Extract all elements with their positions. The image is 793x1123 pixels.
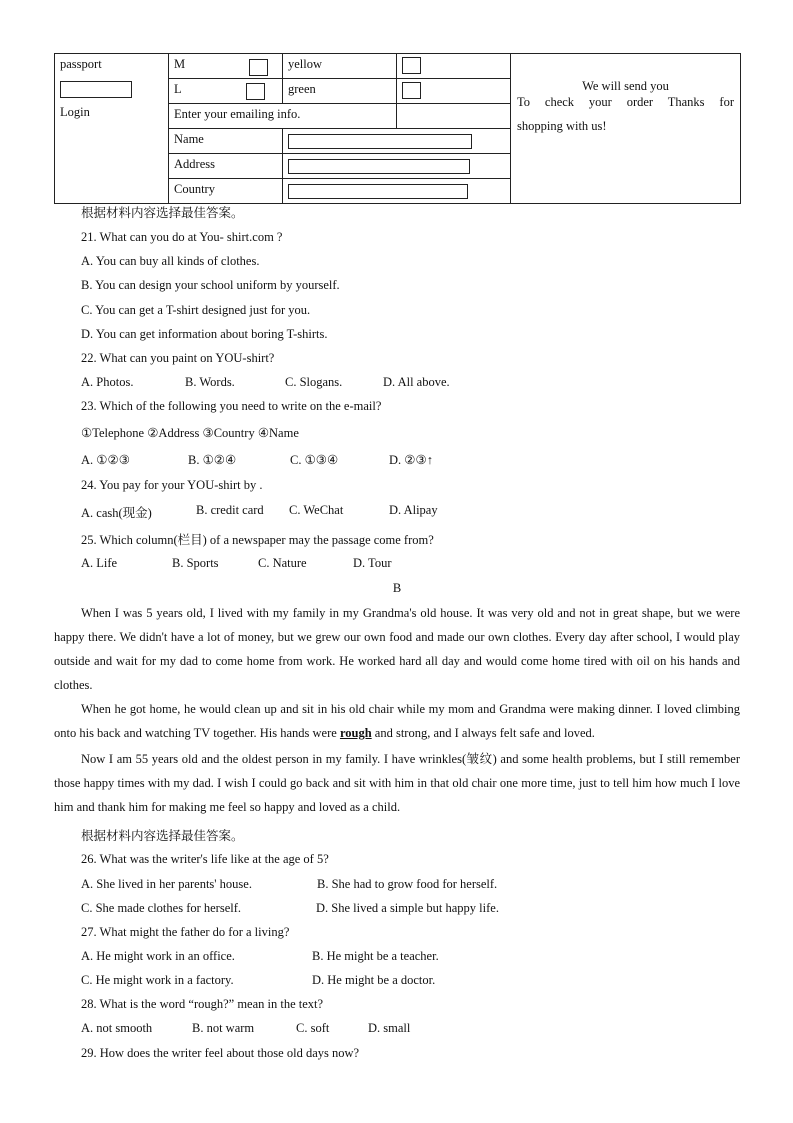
q28-option-a[interactable]: A. not smooth (81, 1021, 153, 1035)
color-yellow-label: yellow (288, 57, 323, 71)
q22-stem: 22. What can you paint on YOU-shirt? (81, 351, 275, 365)
color-green-check-cell (397, 79, 511, 104)
size-l-label: L (174, 82, 182, 96)
passage-paragraph-3: Now I am 55 years old and the oldest person in my family. I have wrinkles(皱纹) and some health problems, but I still remember those happy times with my dad. I wish I could go back and sit with him in that old chair one more time, just to tell him how much I love him and thank him for making me feel so happy and loved as a child. (54, 752, 740, 814)
q22-option-c[interactable]: C. Slogans. (285, 375, 343, 389)
email-prompt-cell (169, 104, 397, 129)
q25-option-c[interactable]: C. Nature (258, 556, 307, 570)
q21-option-a[interactable]: A. You can buy all kinds of clothes. (81, 254, 260, 268)
q25-option-b[interactable]: B. Sports (172, 556, 219, 570)
message-line-1: We will send you (582, 79, 669, 93)
q25-option-a[interactable]: A. Life (81, 556, 118, 570)
q27-option-b[interactable]: B. He might be a teacher. (312, 949, 439, 963)
q26-option-d[interactable]: D. She lived a simple but happy life. (316, 901, 499, 915)
country-input[interactable] (288, 184, 468, 199)
color-green-checkbox[interactable] (402, 82, 421, 99)
size-m-checkbox[interactable] (249, 59, 268, 76)
q26-stem: 26. What was the writer's life like at the age of 5? (81, 852, 329, 866)
q23-option-c[interactable]: C. ①③④ (290, 453, 339, 467)
color-green-label: green (288, 82, 316, 96)
passport-cell (55, 54, 169, 204)
q23-option-b[interactable]: B. ①②④ (188, 453, 237, 467)
q22-option-d[interactable]: D. All above. (383, 375, 450, 389)
instruction-a: 根据材料内容选择最佳答案。 (81, 206, 244, 220)
color-yellow-checkbox[interactable] (402, 57, 421, 74)
name-label-cell (169, 129, 283, 154)
email-empty-cell (397, 104, 511, 129)
country-input-cell (283, 179, 511, 204)
section-b-title: B (392, 581, 402, 595)
q24-option-a[interactable]: A. cash(现金) (81, 506, 152, 520)
message-line-3: shopping with us! (517, 119, 607, 133)
message-line-2: To check your order Thanks for (517, 95, 734, 109)
size-l-checkbox[interactable] (246, 83, 265, 100)
passage-paragraph-2 (54, 697, 740, 745)
address-input-cell (283, 154, 511, 179)
login-label[interactable]: Login (60, 105, 90, 119)
q26-option-a[interactable]: A. She lived in her parents' house. (81, 877, 252, 891)
country-label: Country (174, 182, 215, 196)
word-rough: rough (339, 726, 372, 740)
q23-stem: 23. Which of the following you need to write on the e-mail? (81, 399, 382, 413)
q27-stem: 27. What might the father do for a living? (81, 925, 290, 939)
q28-option-c[interactable]: C. soft (296, 1021, 330, 1035)
size-l-cell (169, 79, 283, 104)
color-yellow-cell (283, 54, 397, 79)
q21-stem: 21. What can you do at You- shirt.com ? (81, 230, 283, 244)
q23-option-a[interactable]: A. ①②③ (81, 453, 130, 467)
q28-option-d[interactable]: D. small (368, 1021, 411, 1035)
color-green-cell (283, 79, 397, 104)
passport-input[interactable] (60, 81, 132, 98)
q27-option-d[interactable]: D. He might be a doctor. (312, 973, 436, 987)
order-form-table (54, 53, 741, 204)
q29-stem: 29. How does the writer feel about those old days now? (81, 1046, 360, 1060)
passage-paragraph-1: When I was 5 years old, I lived with my family in my Grandma's old house. It was very old and not in great shape, but we were happy there. We didn't have a lot of money, but we grew our own food and made our own clothes. Every day after school, I would play outside and wait for my dad to come home from work. He worked hard all day and would come home tired with oil on his hands and clothes. (54, 606, 740, 692)
q22-option-b[interactable]: B. Words. (185, 375, 235, 389)
address-input[interactable] (288, 159, 470, 174)
address-label: Address (174, 157, 215, 171)
color-yellow-check-cell (397, 54, 511, 79)
q25-option-d[interactable]: D. Tour (353, 556, 392, 570)
name-input-cell (283, 129, 511, 154)
passport-label: passport (60, 57, 102, 71)
country-label-cell (169, 179, 283, 204)
email-prompt: Enter your emailing info. (174, 107, 301, 121)
q26-option-c[interactable]: C. She made clothes for herself. (81, 901, 242, 915)
q28-option-b[interactable]: B. not warm (192, 1021, 255, 1035)
q24-option-b[interactable]: B. credit card (196, 503, 264, 517)
name-input[interactable] (288, 134, 472, 149)
q24-option-c[interactable]: C. WeChat (289, 503, 344, 517)
message-cell (511, 54, 741, 204)
q21-option-b[interactable]: B. You can design your school uniform by yourself. (81, 278, 340, 292)
p2-text-before: When he got home, he would clean up and sit in his old chair while my mom and Grandma were making dinner. I loved climbing onto his back and watching TV together. His hands were (54, 702, 740, 740)
q27-option-a[interactable]: A. He might work in an office. (81, 949, 235, 963)
q26-option-b[interactable]: B. She had to grow food for herself. (317, 877, 498, 891)
q21-option-c[interactable]: C. You can get a T-shirt designed just for you. (81, 303, 311, 317)
q28-stem: 28. What is the word “rough?” mean in the text? (81, 997, 324, 1011)
q24-stem: 24. You pay for your YOU-shirt by . (81, 478, 263, 492)
q21-option-d[interactable]: D. You can get information about boring T-shirts. (81, 327, 328, 341)
q23-option-d[interactable]: D. ②③↑ (389, 453, 433, 467)
instruction-b: 根据材料内容选择最佳答案。 (81, 829, 244, 843)
size-m-label: M (174, 57, 186, 71)
q25-stem: 25. Which column(栏目) of a newspaper may the passage come from? (81, 533, 434, 547)
size-m-cell (169, 54, 283, 79)
address-label-cell (169, 154, 283, 179)
q24-option-d[interactable]: D. Alipay (389, 503, 438, 517)
q27-option-c[interactable]: C. He might work in a factory. (81, 973, 234, 987)
q23-sub: ①Telephone ②Address ③Country ④Name (81, 426, 299, 440)
name-label: Name (174, 132, 204, 146)
p2-text-after: and strong, and I always felt safe and loved. (371, 726, 595, 740)
q22-option-a[interactable]: A. Photos. (81, 375, 134, 389)
